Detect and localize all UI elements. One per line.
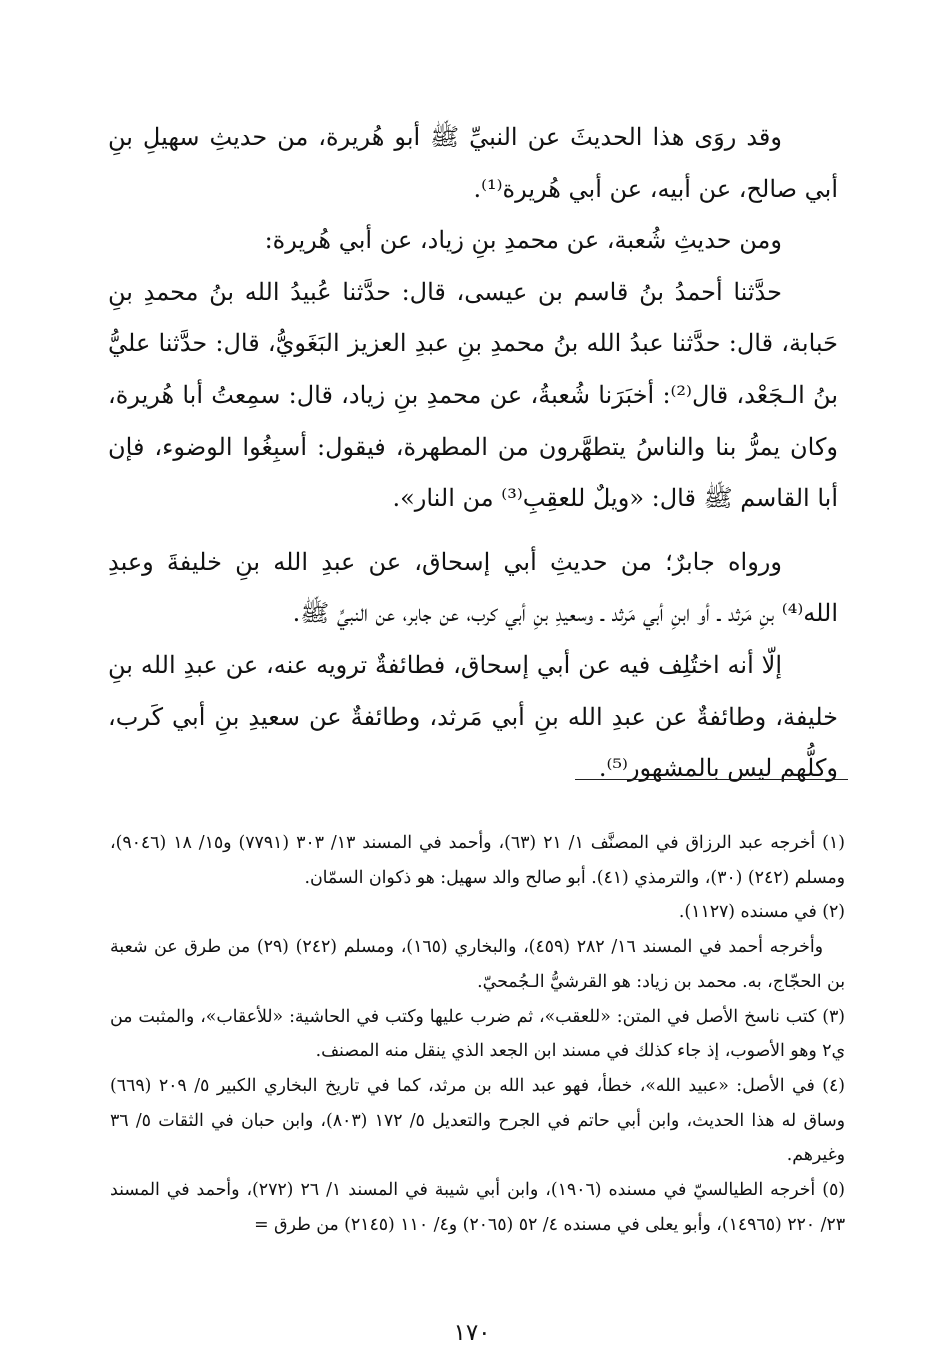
- footnotes: [110, 826, 845, 1242]
- footnote: (١) أخرجه عبد الرزاق في المصنَّف ١/ ٢١ (٦٣)، وأحمد في المسند ١٣/ ٣٠٣ (٧٧٩١) و١٥/ ١٨ (٩٠٤٦)، ومسلم (٢٤٢) (٣٠)، والترمذي (٤١). أبو صالح والد سهيل: هو ذكوان السمّان.: [110, 833, 845, 888]
- footnote: (٢) في مسنده (١١٢٧).: [678, 902, 845, 923]
- main-text: [108, 112, 838, 795]
- footnote-separator: [575, 779, 848, 780]
- main-paragraph: ورواه جابرٌ؛ من حديثِ أبي إسحاق، عن عبدِ الله بنِ خليفةَ وعبدِ الله⁽⁴⁾ بنِ مَرثد ـ أو ابنِ أبي مَرثد ـ وسعيدِ بنِ أبي كرب، عن جابر، عن النبيِّ ﷺ.: [108, 547, 838, 628]
- footnote: (٣) كتب ناسخ الأصل في المتن: «للعقب»، ثم ضرب عليها وكتب في الحاشية: «للأعقاب»، والمثبت من ي٢ وهو الأصوب، إذ جاء كذلك في مسند ابن الجعد الذي ينقل منه المصنف.: [110, 1006, 845, 1062]
- footnote-continuation: وأخرجه أحمد في المسند ١٦/ ٢٨٢ (٤٥٩)، والبخاري (١٦٥)، ومسلم (٢٤٢) (٢٩) من طرق عن شعبة بن الحجّاج، به. محمد بن زياد: هو القرشيُّ الـجُمحيّ.: [110, 937, 845, 992]
- page-number: ١٧٠: [453, 1320, 491, 1346]
- footnote: (٤) في الأصل: «عبيد الله»، خطأ، فهو عبد الله بن مرثد، كما في تاريخ البخاري الكبير ٥/ ٢٠٩ (٦٦٩) وساق له هذا الحديث، وابن أبي حاتم في الجرح والتعديل ٥/ ١٧٢ (٨٠٣)، وابن حبان في الثقات ٥/ ٣٦ وغيرهم.: [110, 1075, 845, 1166]
- main-paragraph: وقد روَى هذا الحديثَ عن النبيِّ ﷺ أبو هُريرة، من حديثِ سهيلِ بنِ أبي صالح، عن أبيه، عن أبي هُريرة⁽¹⁾.: [108, 123, 838, 203]
- main-paragraph: ومن حديثِ شُعبة، عن محمدِ بنِ زياد، عن أبي هُريرة:: [264, 226, 782, 255]
- main-paragraph: حدَّثنا أحمدُ بنُ قاسم بن عيسى، قال: حدَّثنا عُبيدُ الله بنُ محمدِ بنِ حَبابة، قال: حدَّثنا عبدُ الله بنُ محمدِ بنِ عبدِ العزيز البَغَويُّ، قال: حدَّثنا عليُّ بنُ الـجَعْد، قال⁽²⁾: أخبَرَنا شُعبةُ، عن محمدِ بنِ زياد، قال: سمِعتُ أبا هُريرة، وكان يمرُّ بنا والناسُ يتطهَّرون من المطهرة، فيقول: أسبِغُوا الوضوء، فإن أبا القاسم ﷺ قال: «ويلٌ للعقِبِ⁽³⁾ من النار».: [108, 277, 838, 513]
- footnote: (٥) أخرجه الطيالسيّ في مسنده (١٩٠٦)، وابن أبي شيبة في المسند ١/ ٢٦ (٢٧٢)، وأحمد في المسند ٢٣/ ٢٢٠ (١٤٩٦٥)، وأبو يعلى في مسنده ٤/ ٥٢ (٢٠٦٥) و٤/ ١١٠ (٢١٤٥) من طرق =: [110, 1180, 845, 1235]
- main-paragraph: إلّا أنه اختُلِف فيه عن أبي إسحاق، فطائفةٌ ترويه عنه، عن عبدِ الله بنِ خليفة، وطائفةٌ عن عبدِ الله بنِ أبي مَرثد، وطائفةٌ عن سعيدِ بنِ أبي كَرب، وكلُّهم ليس بالمشهور⁽⁵⁾.: [108, 650, 838, 783]
